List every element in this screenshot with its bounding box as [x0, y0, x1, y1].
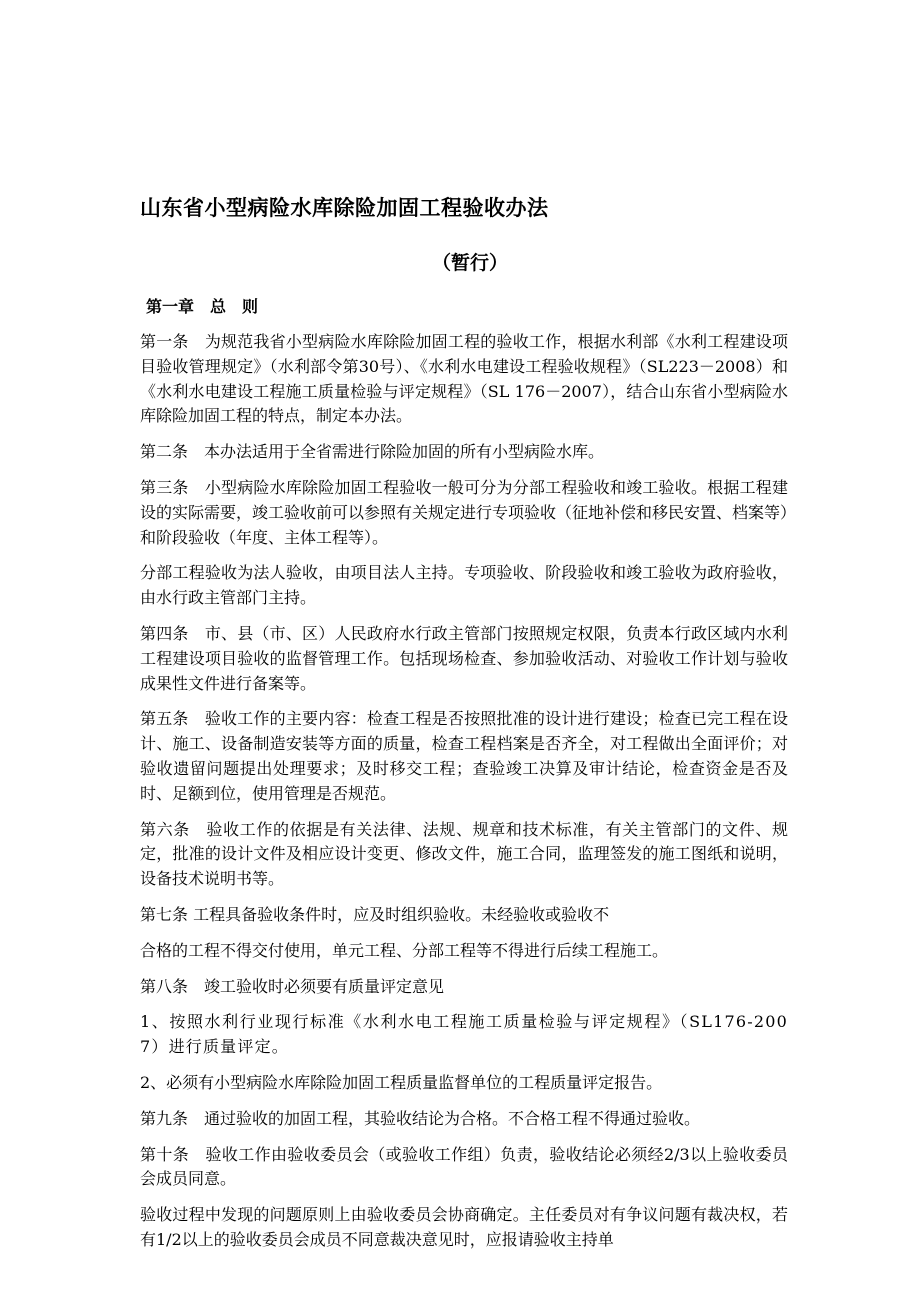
article-3: 第三条 小型病险水库除险加固工程验收一般可分为分部工程验收和竣工验收。根据工程建设的实际需要，竣工验收前可以参照有关规定进行专项验收（征地补偿和移民安置、档案等）和阶段验收（年度、主体工程等）。: [140, 477, 789, 547]
article-6: 第六条 验收工作的依据是有关法律、法规、规章和技术标准，有关主管部门的文件、规定，批准的设计文件及相应设计变更、修改文件，施工合同，监理签发的施工图纸和说明，设备技术说明书等。: [140, 819, 788, 889]
article-9: 第九条 通过验收的加固工程，其验收结论为合格。不合格工程不得通过验收。: [140, 1108, 701, 1128]
document-body: [140, 294, 788, 1264]
article-10: 第十条 验收工作由验收委员会（或验收工作组）负责，验收结论必须经2/3以上验收委员会成员同意。: [140, 1144, 788, 1189]
article-10-continued: 验收过程中发现的问题原则上由验收委员会协商确定。主任委员对有争议问题有裁决权，若有1/2以上的验收委员会成员不同意裁决意见时，应报请验收主持单: [140, 1205, 788, 1249]
document-subtitle: （暂行）: [431, 252, 508, 274]
document-title: 山东省小型病险水库除险加固工程验收办法: [140, 196, 549, 220]
article-3-continued: 分部工程验收为法人验收，由项目法人主持。专项验收、阶段验收和竣工验收为政府验收，由水行政主管部门主持。: [140, 563, 788, 608]
article-4: 第四条 市、县（市、区）人民政府水行政主管部门按照规定权限，负责本行政区域内水利工程建设项目验收的监督管理工作。包括现场检查、参加验收活动、对验收工作计划与验收成果性文件进行备案等。: [140, 623, 788, 693]
article-2: 第二条 本办法适用于全省需进行除险加固的所有小型病险水库。: [140, 442, 605, 462]
article-8-item-2: 2、必须有小型病险水库除险加固工程质量监督单位的工程质量评定报告。: [140, 1072, 663, 1092]
article-8: 第八条 竣工验收时必须要有质量评定意见: [140, 976, 445, 996]
chapter-heading: 第一章 总 则: [146, 297, 259, 316]
article-8-item-1: 1、按照水利行业现行标准《水利水电工程施工质量检验与评定规程》（SL176-2007）进行质量评定。: [140, 1012, 788, 1057]
article-7: 第七条 工程具备验收条件时，应及时组织验收。未经验收或验收不: [140, 904, 610, 924]
article-1: 第一条 为规范我省小型病险水库除险加固工程的验收工作，根据水利部《水利工程建设项目验收管理规定》（水利部令第30号）、《水利水电建设工程验收规程》（SL223－2008）和《水利水电建设工程施工质量检验与评定规程》（SL 176－2007），结合山东省小型病险水库除险加固工程的特点，制定本办法。: [140, 332, 788, 426]
article-7-continued: 合格的工程不得交付使用，单元工程、分部工程等不得进行后续工程施工。: [140, 940, 669, 960]
article-5: 第五条 验收工作的主要内容：检查工程是否按照批准的设计进行建设；检查已完工程在设计、施工、设备制造安装等方面的质量，检查工程档案是否齐全，对工程做出全面评价；对验收遗留问题提出处理要求；及时移交工程；查验竣工决算及审计结论，检查资金是否及时、足额到位，使用管理是否规范。: [140, 709, 788, 803]
